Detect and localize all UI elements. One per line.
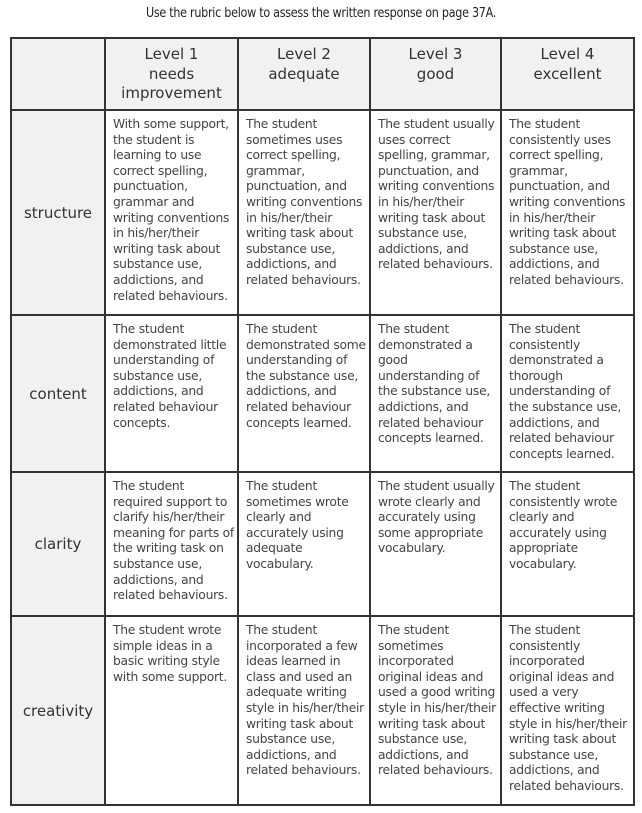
level-title: Level 3	[408, 45, 463, 63]
level-descriptor: excellent	[533, 64, 602, 83]
criterion-label: clarity	[11, 472, 105, 616]
rubric-instruction: Use the rubric below to assess the written response on page 37A.	[145, 5, 497, 21]
rubric-cell-level-3: The student sometimes incorporated original ideas and used a good writing style in his/her/their writing task about substance use, addictions, and related behaviours.	[370, 616, 501, 805]
rubric-cell-level-2: The student sometimes wrote clearly and accurately using adequate vocabulary.	[238, 472, 370, 616]
level-title: Level 1	[144, 45, 199, 63]
criterion-label: structure	[11, 110, 105, 315]
rubric-header-row	[11, 38, 634, 110]
criterion-label: creativity	[11, 616, 105, 805]
level-descriptor: adequate	[268, 64, 340, 83]
rubric-table	[10, 37, 635, 806]
rubric-cell-level-3: The student usually uses correct spelling, grammar, punctuation, and writing conventions in his/her/their writing task about substance use, addictions, and related behaviours.	[370, 110, 501, 315]
rubric-cell-level-1: The student required support to clarify his/her/their meaning for parts of the writing task on substance use, addictions, and related behaviours.	[105, 472, 238, 616]
criterion-label: content	[11, 315, 105, 472]
level-3-header	[370, 38, 501, 110]
rubric-cell-level-2: The student demonstrated some understanding of the substance use, addictions, and related behaviour concepts learned.	[238, 315, 370, 472]
rubric-cell-level-4: The student consistently uses correct spelling, grammar, punctuation, and writing conventions in his/her/their writing task about substance use, addictions, and related behaviours.	[501, 110, 634, 315]
level-title: Level 2	[277, 45, 331, 63]
rubric-cell-level-4: The student consistently wrote clearly and accurately using appropriate vocabulary.	[501, 472, 634, 616]
level-1-header	[105, 38, 238, 110]
rubric-row-clarity	[11, 472, 634, 616]
rubric-cell-level-1: With some support, the student is learning to use correct spelling, punctuation, grammar and writing conventions in his/her/their writing task about substance use, addictions, and related behaviours.	[105, 110, 238, 315]
rubric-cell-level-2: The student incorporated a few ideas learned in class and used an adequate writing style in his/her/their writing task about substance use, addictions, and related behaviours.	[238, 616, 370, 805]
level-2-header	[238, 38, 370, 110]
level-descriptor: good	[416, 64, 455, 83]
level-descriptor: needs	[148, 64, 195, 83]
rubric-cell-level-2: The student sometimes uses correct spelling, grammar, punctuation, and writing conventions in his/her/their writing task about substance use, addictions, and related behaviours.	[238, 110, 370, 315]
rubric-corner-cell	[11, 38, 105, 110]
rubric-cell-level-3: The student usually wrote clearly and accurately using some appropriate vocabulary.	[370, 472, 501, 616]
rubric-cell-level-3: The student demonstrated a good understanding of the substance use, addictions, and related behaviour concepts learned.	[370, 315, 501, 472]
rubric-cell-level-4: The student consistently demonstrated a thorough understanding of the substance use, addictions, and related behaviour concepts learned.	[501, 315, 634, 472]
rubric-row-structure	[11, 110, 634, 315]
rubric-row-content	[11, 315, 634, 472]
level-4-header	[501, 38, 634, 110]
rubric-cell-level-1: The student demonstrated little understanding of substance use, addictions, and related behaviour concepts.	[105, 315, 238, 472]
level-title: Level 4	[540, 45, 595, 63]
level-descriptor-cont: improvement	[121, 84, 222, 102]
rubric-cell-level-1: The student wrote simple ideas in a basic writing style with some support.	[105, 616, 238, 805]
rubric-cell-level-4: The student consistently incorporated original ideas and used a very effective writing style in his/her/their writing task about substance use, addictions, and related behaviours.	[501, 616, 634, 805]
rubric-row-creativity	[11, 616, 634, 805]
